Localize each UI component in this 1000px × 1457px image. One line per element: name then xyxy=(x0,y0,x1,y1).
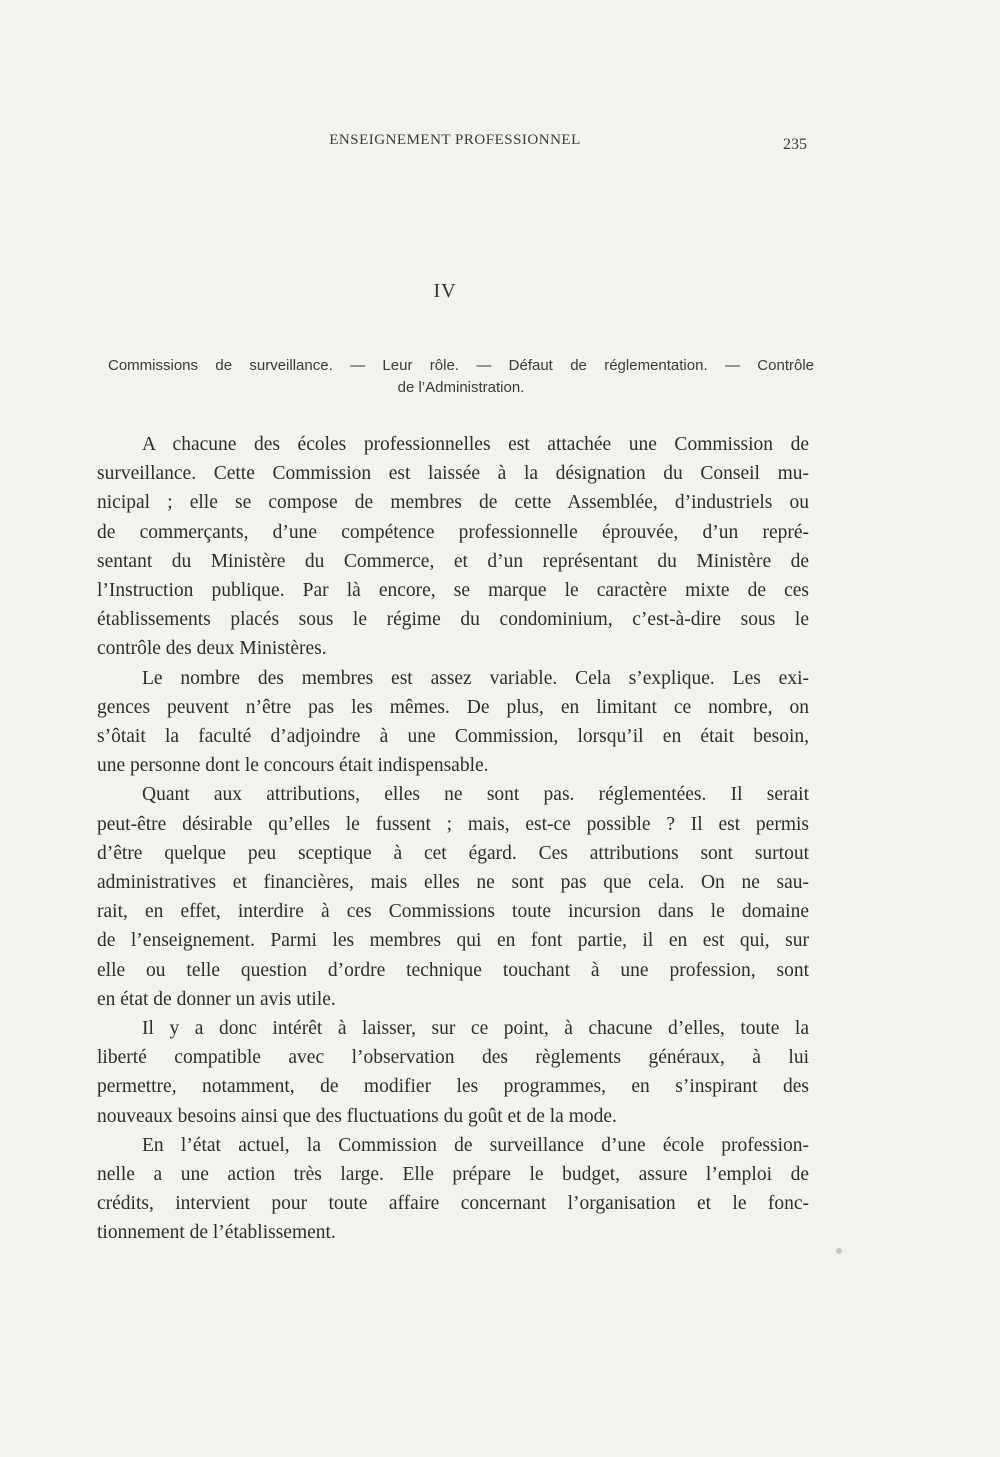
text-line: s’ôtait la faculté d’adjoindre à une Commission, lorsqu’il en était besoin, xyxy=(97,726,809,748)
paragraph xyxy=(97,1131,809,1248)
body-text xyxy=(97,430,809,1248)
running-head xyxy=(0,132,1000,156)
summary-line: de l’Administration. xyxy=(397,379,525,396)
text-line: En l’état actuel, la Commission de surveillance d’une école profession- xyxy=(142,1134,809,1156)
text-line: d’être quelque peu sceptique à cet égard. Ces attributions sont surtout xyxy=(97,842,809,864)
text-line: elle ou telle question d’ordre technique touchant à une profession, sont xyxy=(97,959,809,981)
text-line: nicipal ; elle se compose de membres de cette Assemblée, d’industriels ou xyxy=(97,492,809,514)
text-line: gences peuvent n’être pas les mêmes. De plus, en limitant ce nombre, on xyxy=(97,696,809,718)
text-line: sentant du Ministère du Commerce, et d’un représentant du Ministère de xyxy=(97,550,809,572)
text-line: liberté compatible avec l’observation des règlements généraux, à lui xyxy=(97,1047,809,1069)
section-summary xyxy=(108,355,814,399)
text-line: en état de donner un avis utile. xyxy=(97,988,336,1010)
text-line: nouveaux besoins ainsi que des fluctuations du goût et de la mode. xyxy=(97,1105,617,1127)
text-line: de l’enseignement. Parmi les membres qui en font partie, il en est qui, sur xyxy=(97,930,809,952)
text-line: de commerçants, d’une compétence professionnelle éprouvée, d’un repré- xyxy=(97,521,809,543)
paragraph xyxy=(97,1014,809,1131)
paper-speck xyxy=(836,1248,842,1254)
text-line: Il y a donc intérêt à laisser, sur ce point, à chacune d’elles, toute la xyxy=(142,1018,809,1040)
text-line: peut-être désirable qu’elles le fussent ; mais, est-ce possible ? Il est permis xyxy=(97,813,809,835)
paragraph xyxy=(97,664,809,781)
text-line: A chacune des écoles professionnelles est attachée une Commission de xyxy=(142,434,809,455)
text-line: une personne dont le concours était indispensable. xyxy=(97,755,489,777)
text-line: l’Instruction publique. Par là encore, se marque le caractère mixte de ces xyxy=(97,580,809,602)
text-line: tionnement de l’établissement. xyxy=(97,1222,336,1244)
summary-line: Commissions de surveillance. — Leur rôle. — Défaut de réglementation. — Contrôle xyxy=(108,357,814,374)
text-line: nelle a une action très large. Elle prépare le budget, assure l’emploi de xyxy=(97,1164,809,1186)
text-line: administratives et financières, mais elles ne sont pas que cela. On ne sau- xyxy=(97,872,809,894)
section-number: IV xyxy=(433,280,457,302)
text-line: rait, en effet, interdire à ces Commissions toute incursion dans le domaine xyxy=(97,901,809,923)
page-number: 235 xyxy=(783,136,807,153)
paragraph xyxy=(97,780,809,1014)
text-line: Quant aux attributions, elles ne sont pas. réglementées. Il serait xyxy=(142,784,809,806)
text-line: crédits, intervient pour toute affaire concernant l’organisation et le fonc- xyxy=(97,1193,809,1215)
text-line: permettre, notamment, de modifier les programmes, en s’inspirant des xyxy=(97,1076,809,1098)
text-line: contrôle des deux Ministères. xyxy=(97,638,327,660)
text-line: établissements placés sous le régime du condominium, c’est-à-dire sous le xyxy=(97,609,809,631)
paragraph xyxy=(97,430,809,664)
text-line: surveillance. Cette Commission est laissée à la désignation du Conseil mu- xyxy=(97,463,809,485)
text-line: Le nombre des membres est assez variable. Cela s’explique. Les exi- xyxy=(142,667,809,689)
running-title: ENSEIGNEMENT PROFESSIONNEL xyxy=(329,132,581,148)
